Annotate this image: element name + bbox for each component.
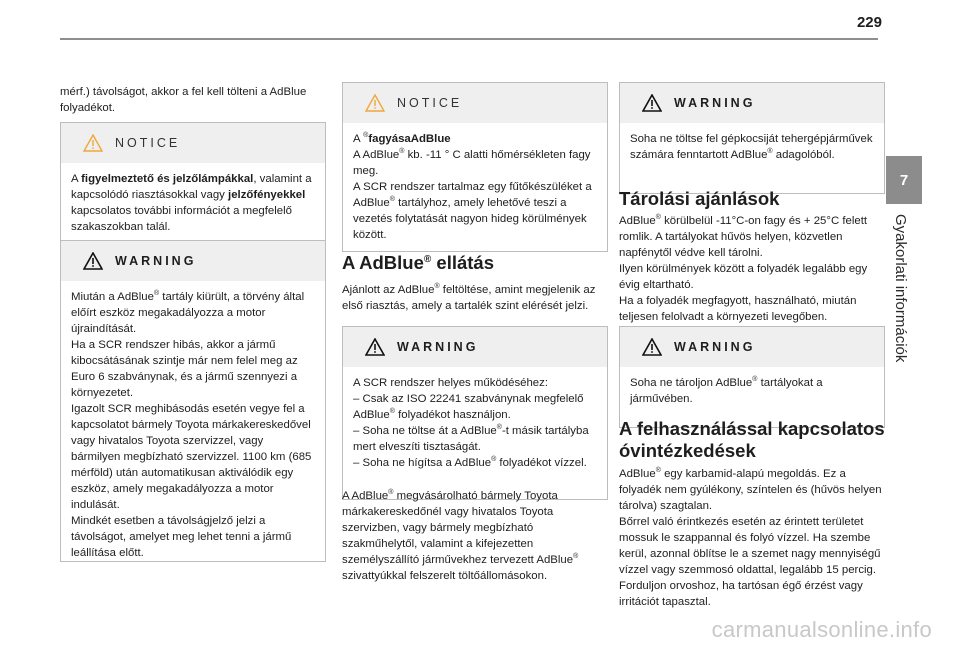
caution-icon	[83, 134, 103, 152]
notice-box	[60, 122, 326, 246]
warning-header	[61, 241, 325, 281]
warning-item-1: – Csak az ISO 22241 szabványnak megfelelő AdBlue® folyadékot használjon.	[353, 393, 584, 421]
warning-intro: A SCR rendszer helyes működéséhez:	[353, 377, 549, 389]
warning-item-3: – Soha ne hígítsa a AdBlue® folyadékot vízzel.	[353, 456, 587, 469]
notice-para-2: A SCR rendszer tartalmaz egy fűtőkészüléket a AdBlue® tartályhoz, amely lehetővé teszi a vezetés folytatását nagyon hideg körülmények között.	[353, 181, 592, 241]
storage-para-3: Ha a folyadék megfagyott, használható, miután teljesen felolvadt a környezeti levegőben.	[619, 295, 857, 323]
warning-label: WARNING	[397, 340, 479, 354]
watermark: carmanualsonline.info	[711, 617, 932, 642]
storage-text	[619, 213, 885, 325]
precautions-para-1: AdBlue® egy karbamid-alapú megoldás. Ez a folyadék nem gyúlékony, színtelen és (hűvös helyen tárolva) szagtalan.	[619, 467, 882, 512]
notice-box-freezing	[342, 82, 608, 252]
purchase-text: A AdBlue® megvásárolható bármely Toyota márkakereskedőnél vagy hivatalos Toyota szervizben, vagy bármely megbízható szakműhelytől, valamint a kifejezetten személyszállító járművekhez tervezett AdBlue® szivattyúkkal felszerelt töltőállomásokon.	[342, 489, 579, 582]
warning-label: WARNING	[115, 254, 197, 268]
section-heading-precautions: A felhasználással kapcsolatos óvintézkedések	[619, 418, 885, 461]
warning-icon	[642, 338, 662, 356]
warning-text: Soha ne töltse fel gépkocsiját tehergépjárművek számára fenntartott AdBlue® adagolóból.	[630, 133, 873, 161]
notice-text: A figyelmeztető és jelzőlámpákkal, valamint a kapcsolódó riasztásokkal vagy jelzőfényekkel kapcsolatos további információt a megfelelő szakaszokban talál.	[71, 173, 312, 233]
notice-header	[343, 83, 607, 123]
precautions-para-2: Bőrrel való érintkezés esetén az érintett területet mossuk le szappannal és folyó vízzel. Ha szembe kerül, azonnal öblítse le a szemet nagy mennyiségű vízzel vagy szemmosó oldattal, legalább 15 percig. Forduljon orvoshoz, ha tartósan égő érzést vagy irritációt tapasztal.	[619, 516, 881, 608]
section-heading-supply: A AdBlue® ellátás	[342, 252, 495, 273]
warning-box-dispenser	[619, 82, 885, 194]
warning-para-2: Ha a SCR rendszer hibás, akkor a jármű kibocsátásának szintje már nem felel meg az Euro 6 szabványnak, és a jármű szennyezi a környezetet.	[71, 339, 298, 399]
warning-para-3: Igazolt SCR meghibásodás esetén vegye fel a kapcsolatot bármely Toyota márkakereskedővel vagy hivatalos Toyota szervizzel, vagy bármilyen megbízható szervizzel. 1100 km (685 mérföld) után automatikusan aktiválódik egy eszköz, amely megakadályozza a motor indulását.	[71, 403, 312, 511]
notice-label: NOTICE	[397, 96, 463, 110]
precautions-text	[619, 466, 885, 610]
warning-box-scr	[342, 326, 608, 500]
warning-para-1: Miután a AdBlue® tartály kiürült, a törvény által előírt eszköz megakadályozza a motor újraindítását.	[71, 290, 305, 335]
warning-box	[60, 240, 326, 562]
warning-header	[620, 83, 884, 123]
warning-item-2: – Soha ne töltse át a AdBlue®-t másik tartályba mert elveszíti tisztaságát.	[353, 424, 589, 453]
storage-para-1: AdBlue® körülbelül -11°C-on fagy és + 25°C felett romlik. A tartályokat hűvös helyen, közvetlen napfénytől védve kell tárolni.	[619, 214, 868, 259]
header-rule	[60, 38, 878, 40]
warning-icon	[83, 252, 103, 270]
chapter-tab	[886, 156, 922, 204]
chapter-title: Gyakorlati információk	[892, 214, 909, 363]
intro-text: mérf.) távolságot, akkor a fel kell tölteni a AdBlue folyadékot.	[60, 86, 307, 114]
warning-box-storage	[619, 326, 885, 428]
warning-para-4: Mindkét esetben a távolságjelző jelzi a távolságot, amelyet meg lehet tenni a jármű leállítása előtt.	[71, 515, 292, 559]
warning-label: WARNING	[674, 96, 756, 110]
supply-intro: Ajánlott az AdBlue® feltöltése, amint megjelenik az első riasztás, amely a tartalék szint elérését jelzi.	[342, 283, 596, 312]
notice-para-1: A AdBlue® kb. -11 ° C alatti hőmérsékleten fagy meg.	[353, 148, 591, 177]
notice-label: NOTICE	[115, 136, 181, 150]
warning-text: Soha ne tároljon AdBlue® tartályokat a járművében.	[630, 376, 823, 405]
chapter-number: 7	[899, 171, 909, 189]
page-number: 229	[856, 14, 882, 31]
warning-header	[343, 327, 607, 367]
warning-icon	[642, 94, 662, 112]
notice-header	[61, 123, 325, 163]
warning-icon	[365, 338, 385, 356]
storage-para-2: Ilyen körülmények között a folyadék legalább egy évig eltartható.	[619, 263, 868, 291]
warning-label: WARNING	[674, 340, 756, 354]
caution-icon	[365, 94, 385, 112]
warning-header	[620, 327, 884, 367]
notice-title: A ®fagyásaAdBlue	[353, 132, 451, 145]
section-heading-storage: Tárolási ajánlások	[619, 188, 780, 209]
